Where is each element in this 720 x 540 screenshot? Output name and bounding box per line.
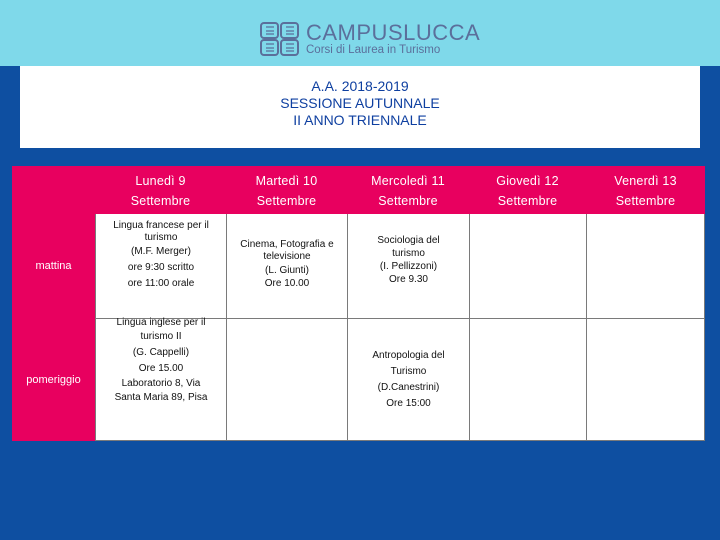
- header-band: [0, 0, 720, 66]
- grid-line: [469, 214, 470, 441]
- exam-cinema: Cinema, Fotografia e televisione (L. Giunti) Ore 10.00: [240, 239, 334, 289]
- exam-sociology: Sociologia del turismo (I. Pellizzoni) Ore 9.30: [377, 235, 440, 285]
- session-name: SESSIONE AUTUNNALE: [280, 95, 440, 111]
- grid-line: [95, 440, 705, 441]
- academic-year: A.A. 2018-2019: [311, 78, 409, 94]
- row-label-afternoon: pomeriggio: [12, 318, 95, 441]
- exam-english: Lingua inglese per il turismo II (G. Cappelli) Ore 15.00 Laboratorio 8, Via Santa Maria 89, Pisa: [114, 317, 208, 403]
- header-day-monday: Lunedì 9 Settembre: [130, 174, 191, 208]
- grid-line: [586, 214, 587, 441]
- header-day-tuesday: Martedì 10 Settembre: [255, 174, 318, 208]
- header-day-wednesday: Mercoledì 11 Settembre: [371, 174, 445, 208]
- grid-line: [704, 214, 705, 441]
- grid-line: [347, 214, 348, 441]
- exam-anthropology: Antropologia del Turismo (D.Canestrini) Ore 15:00: [372, 350, 445, 409]
- logo-title: CAMPUSLUCCA: [306, 20, 481, 45]
- campus-logo-icon: [260, 22, 300, 56]
- schedule-table: [12, 166, 705, 441]
- row-label-morning: mattina: [12, 214, 95, 318]
- grid-line: [226, 214, 227, 441]
- title-box: [20, 66, 700, 148]
- campus-logo[interactable]: [260, 20, 481, 58]
- logo-subtitle: Corsi di Laurea in Turismo: [306, 44, 441, 56]
- header-day-thursday: Giovedì 12 Settembre: [496, 174, 559, 208]
- header-day-friday: Venerdì 13 Settembre: [614, 174, 677, 208]
- grid-line: [95, 214, 96, 441]
- course-year: II ANNO TRIENNALE: [293, 112, 427, 128]
- exam-french: Lingua francese per il turismo (M.F. Merger) ore 9:30 scritto ore 11:00 orale: [113, 220, 209, 289]
- table-header-row: [12, 166, 705, 214]
